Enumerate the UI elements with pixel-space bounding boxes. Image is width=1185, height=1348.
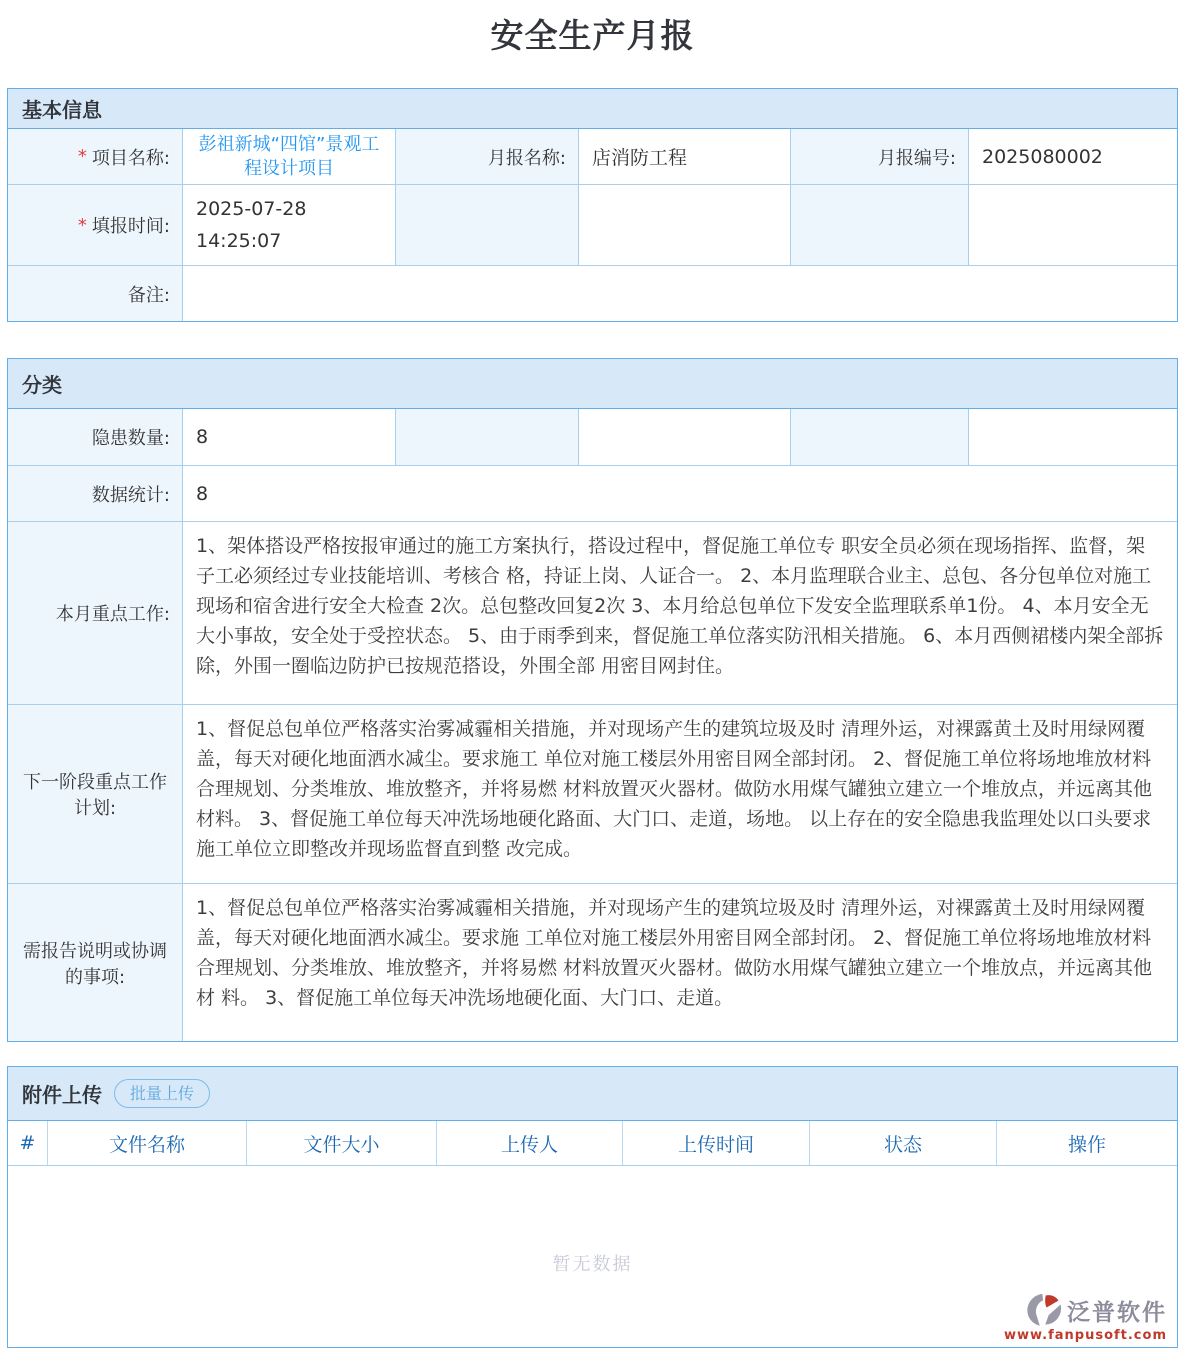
col-file-name: 文件名称 [48, 1121, 246, 1165]
attachments-section [7, 1066, 1178, 1348]
required-marker: * [77, 214, 87, 236]
empty-state-text: 暂无数据 [552, 1254, 633, 1275]
category-title: 分类 [22, 373, 62, 397]
empty-cell [969, 409, 1177, 465]
fill-time-time: 14:25:07 [196, 230, 282, 252]
empty-cell [791, 185, 968, 265]
attachments-header [8, 1067, 1177, 1121]
report-name-label: 月报名称: [396, 129, 578, 184]
empty-cell [579, 409, 790, 465]
basic-info-title: 基本信息 [22, 98, 102, 122]
attachments-title: 附件上传 [22, 1083, 102, 1107]
logo-name: 泛普软件 [1067, 1299, 1167, 1326]
col-actions: 操作 [997, 1121, 1177, 1165]
data-statistics-value: 8 [183, 466, 1177, 521]
hidden-danger-count-label: 隐患数量: [8, 409, 182, 465]
empty-cell [579, 185, 790, 265]
next-stage-plan-text: 1、督促总包单位严格落实治雾减霾相关措施，并对现场产生的建筑垃圾及时 清理外运，对裸露黄土及时用绿网覆盖，每天对硬化地面洒水减尘。要求施工 单位对施工楼层外用密目网全部封闭。 2、督促施工单位将场地堆放材料合理规划、分类堆放、堆放整齐，并将易燃 材料放置灭火器材。做防水用煤气罐独立建立一个堆放点，并远离其他材料。 3、督促施工单位每天冲洗场地硬化路面、大门口、走道，场地。 以上存在的安全隐患我监理处以口头要求施工单位立即整改并现场监督直到整 改完成。 [183, 705, 1177, 883]
col-file-size: 文件大小 [247, 1121, 436, 1165]
empty-cell [791, 409, 968, 465]
monthly-key-work-text: 1、架体搭设严格按报审通过的施工方案执行，搭设过程中，督促施工单位专 职安全员必须在现场指挥、监督，架子工必须经过专业技能培训、考核合 格，持证上岗、人证合一。 2、本月监理联合业主、总包、各分包单位对施工现场和宿舍进行安全大检查 2次。总包整改回复2次 3、本月给总包单位下发安全监理联系单1份。 4、本月安全无大小事故，安全处于受控状态。 5、由于雨季到来，督促施工单位落实防汛相关措施。 6、本月西侧裙楼内架全部拆除，外围一圈临边防护已按规范搭设，外围全部 用密目网封住。 [183, 522, 1177, 704]
category-section [7, 358, 1178, 1042]
basic-info-grid [8, 129, 1177, 321]
page-title: 安全生产月报 [490, 16, 695, 55]
matters-to-report-label: 需报告说明或协调的事项: [8, 884, 182, 1041]
next-stage-plan-label: 下一阶段重点工作计划: [8, 705, 182, 883]
report-name-value: 店消防工程 [579, 129, 790, 184]
matters-to-report-text: 1、督促总包单位严格落实治雾减霾相关措施，并对现场产生的建筑垃圾及时 清理外运，对裸露黄土及时用绿网覆盖，每天对硬化地面洒水减尘。要求施 工单位对施工楼层外用密目网全部封闭。 2、督促施工单位将场地堆放材料合理规划、分类堆放、堆放整齐，并将易燃 材料放置灭火器材。做防水用煤气罐独立建立一个堆放点，并远离其他材 料。 3、督促施工单位每天冲洗场地硬化面、大门口、走道。 [183, 884, 1177, 1041]
remark-label: 备注: [8, 266, 182, 321]
remark-value [183, 266, 1177, 321]
fill-time-value [183, 185, 395, 265]
category-grid [8, 409, 1177, 1041]
fill-time-date: 2025-07-28 [196, 198, 307, 220]
basic-info-header [8, 89, 1177, 129]
monthly-key-work-label: 本月重点工作: [8, 522, 182, 704]
attachments-table-header [8, 1121, 1177, 1166]
required-marker: * [77, 146, 87, 167]
col-status: 状态 [810, 1121, 996, 1165]
data-statistics-label: 数据统计: [8, 466, 182, 521]
project-name-cell [183, 129, 395, 184]
col-index: # [8, 1121, 47, 1165]
logo-url: www.fanpusoft.com [1003, 1328, 1167, 1343]
col-upload-time: 上传时间 [623, 1121, 809, 1165]
empty-cell [969, 185, 1177, 265]
report-no-value: 2025080002 [969, 129, 1177, 184]
col-uploader: 上传人 [437, 1121, 622, 1165]
empty-cell [396, 185, 578, 265]
empty-cell [396, 409, 578, 465]
report-no-label: 月报编号: [791, 129, 968, 184]
fill-time-label: * 填报时间: [8, 185, 182, 265]
project-name-link[interactable]: 彭祖新城“四馆”景观工程设计项目 [198, 133, 380, 179]
category-header [8, 359, 1177, 409]
fanpu-logo [1004, 1293, 1167, 1343]
batch-upload-button[interactable]: 批量上传 [114, 1079, 210, 1108]
basic-info-section [7, 88, 1178, 322]
project-name-label: * 项目名称: [8, 129, 182, 184]
attachments-table-body [8, 1166, 1177, 1347]
fanpu-logo-icon [1025, 1293, 1063, 1327]
hidden-danger-count-value: 8 [183, 409, 395, 465]
